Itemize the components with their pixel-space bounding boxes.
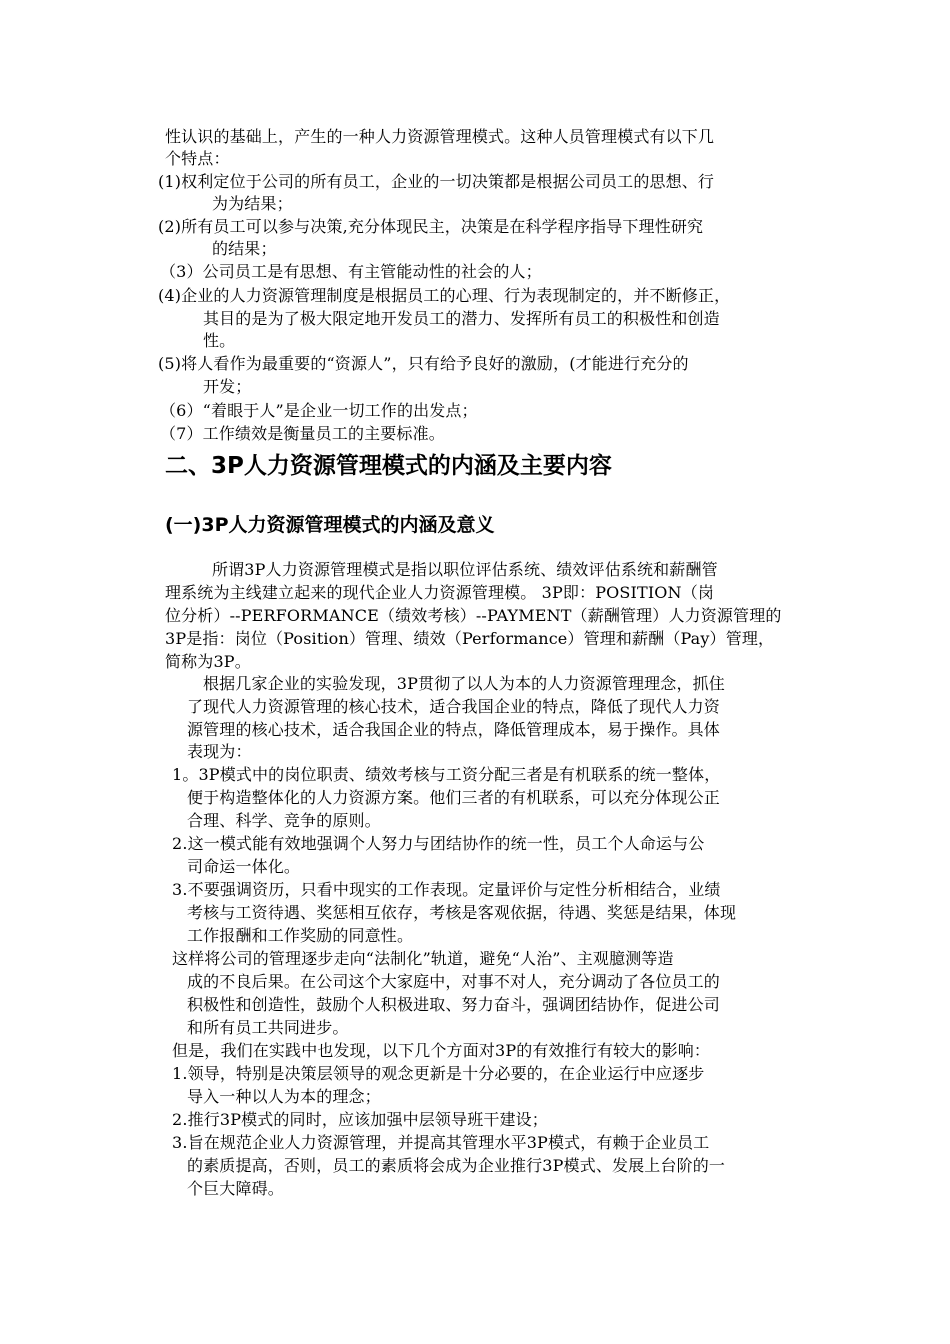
- paragraph-line: 位分析）--PERFORMANCE（绩效考核）--PAYMENT（薪酬管理）人力资源管理的: [165, 606, 782, 625]
- paragraph-line: 了现代人力资源管理的核心技术，适合我国企业的特点，降低了现代人力资: [187, 697, 720, 716]
- paragraph-line: 和所有员工共同进步。: [187, 1018, 349, 1037]
- feature-item-1: (1)权利定位于公司的所有员工，企业的一切决策都是根据公司员工的思想、行: [158, 172, 715, 191]
- feature-item-7: （7）工作绩效是衡量员工的主要标准。: [160, 424, 445, 443]
- issue-item-1: 1.领导，特别是决策层领导的观念更新是十分必要的，在企业运行中应逐步: [172, 1064, 705, 1083]
- point-item-2-cont: 司命运一体化。: [187, 857, 301, 876]
- issue-item-1-cont: 导入一种以人为本的理念；: [187, 1087, 381, 1106]
- feature-item-4-cont: 性。: [203, 331, 236, 350]
- feature-item-1-cont: 为为结果；: [212, 194, 293, 213]
- feature-item-6: （6）“着眼于人”是企业一切工作的出发点；: [160, 401, 478, 420]
- feature-item-4-cont: 其目的是为了极大限定地开发员工的潜力、发挥所有员工的积极性和创造: [203, 309, 720, 328]
- paragraph-line: 表现为：: [187, 742, 252, 761]
- paragraph-line: 但是，我们在实践中也发现，以下几个方面对3P的有效推行有较大的影响：: [172, 1041, 711, 1060]
- feature-item-4: (4)企业的人力资源管理制度是根据员工的心理、行为表现制定的，并不断修正，: [158, 286, 731, 305]
- feature-item-2-cont: 的结果；: [212, 239, 277, 258]
- issue-item-3-cont: 个巨大障碍。: [187, 1179, 284, 1198]
- intro-line: 个特点：: [165, 149, 230, 168]
- issue-item-3: 3.旨在规范企业人力资源管理，并提高其管理水平3P模式，有赖于企业员工: [172, 1133, 710, 1152]
- point-item-3-cont: 工作报酬和工作奖励的同意性。: [187, 926, 414, 945]
- intro-line: 性认识的基础上，产生的一种人力资源管理模式。这种人员管理模式有以下几: [165, 127, 715, 146]
- feature-item-5-cont: 开发；: [203, 377, 252, 396]
- point-item-3: 3.不要强调资历，只看中现实的工作表现。定量评价与定性分析相结合，业绩: [172, 880, 721, 899]
- paragraph-line: 3P是指：岗位（Position）管理、绩效（Performance）管理和薪酬（Pay）管理，: [165, 629, 775, 648]
- section-heading: 二、3P人力资源管理模式的内涵及主要内容: [165, 453, 612, 479]
- issue-item-3-cont: 的素质提高，否则，员工的素质将会成为企业推行3P模式、发展上台阶的一: [187, 1156, 726, 1175]
- paragraph-line: 理系统为主线建立起来的现代企业人力资源管理模。 3P即：POSITION（岗: [165, 583, 715, 602]
- point-item-1-cont: 合理、科学、竞争的原则。: [187, 811, 381, 830]
- feature-item-5: (5)将人看作为最重要的“资源人”，只有给予良好的激励，(才能进行充分的: [158, 354, 689, 373]
- point-item-3-cont: 考核与工资待遇、奖惩相互依存，考核是客观依据，待遇、奖惩是结果，体现: [187, 903, 737, 922]
- paragraph-line: 简称为3P。: [165, 652, 251, 671]
- issue-item-2: 2.推行3P模式的同时，应该加强中层领导班干建设；: [172, 1110, 548, 1129]
- point-item-1: 1。3P模式中的岗位职责、绩效考核与工资分配三者是有机联系的统一整体，: [172, 765, 721, 784]
- feature-item-3: （3）公司员工是有思想、有主管能动性的社会的人；: [160, 262, 542, 281]
- paragraph-line: 源管理的核心技术，适合我国企业的特点，降低管理成本，易于操作。具体: [187, 720, 720, 739]
- point-item-1-cont: 便于构造整体化的人力资源方案。他们三者的有机联系，可以充分体现公正: [187, 788, 720, 807]
- paragraph-line: 成的不良后果。在公司这个大家庭中，对事不对人，充分调动了各位员工的: [187, 972, 720, 991]
- paragraph-line: 根据几家企业的实验发现，3P贯彻了以人为本的人力资源管理理念，抓住: [203, 674, 725, 693]
- subsection-heading: (一)3P人力资源管理模式的内涵及意义: [165, 514, 495, 536]
- paragraph-line: 积极性和创造性，鼓励个人积极进取、努力奋斗，强调团结协作，促进公司: [187, 995, 720, 1014]
- feature-item-2: (2)所有员工可以参与决策,充分体现民主，决策是在科学程序指导下理性研究: [158, 217, 704, 236]
- paragraph-line: 所谓3P人力资源管理模式是指以职位评估系统、绩效评估系统和薪酬管: [212, 560, 718, 579]
- point-item-2: 2.这一模式能有效地强调个人努力与团结协作的统一性，员工个人命运与公: [172, 834, 705, 853]
- paragraph-line: 这样将公司的管理逐步走向“法制化”轨道，避免“人治”、主观臆测等造: [172, 949, 674, 968]
